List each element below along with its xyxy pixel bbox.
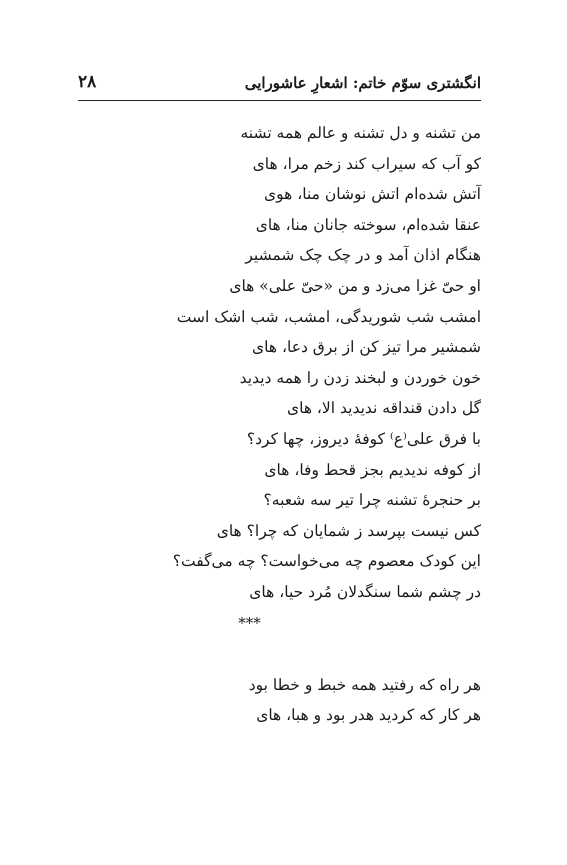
running-header — [78, 72, 481, 101]
page-number: ۲۸ — [78, 72, 97, 92]
verse-line: هر راه که رفتید همه خبط و خطا بود — [248, 675, 481, 694]
verse-line: کو آب که سیراب کند زخم مرا، های — [252, 154, 481, 173]
verse-line: از کوفه ندیدیم بجز قحط وفا، های — [264, 460, 481, 479]
verse-line: کس نیست بپرسد ز شمایان که چرا؟ های — [216, 521, 481, 540]
verse-line: امشب شب شوریدگی، امشب، شب اشک است — [176, 307, 481, 326]
verse-line: او حیّ غزا می‌زد و من «حیّ علی» های — [229, 276, 481, 295]
verse-line: با فرق علی⁽ع⁾ کوفهٔ دیروز، چها کرد؟ — [246, 429, 481, 448]
running-title: انگشتری سوّم خاتم: اشعارِ عاشورایی — [244, 74, 481, 92]
stanza-gap — [78, 638, 481, 670]
verse-line: آتش شده‌ام اتش نوشان منا، هوی — [264, 185, 481, 204]
verse-line: بر حنجرهٔ تشنه چرا تیر سه شعبه؟ — [263, 491, 481, 510]
verse-line: هر کار که کردید هدر بود و هبا، های — [256, 706, 481, 725]
section-divider: *** — [238, 613, 261, 632]
verse-line: عنقا شده‌ام، سوخته جانان منا، های — [255, 215, 481, 234]
verse-line: در چشم شما سنگدلان مُرد حیا، های — [249, 582, 481, 601]
poem — [78, 118, 481, 731]
verse-line: گل دادن قنداقه ندیدید الا، های — [286, 399, 481, 418]
verse-line: خون خوردن و لبخند زدن را همه دیدید — [239, 368, 481, 387]
verse-line: این کودک معصوم چه می‌خواست؟ چه می‌گفت؟ — [172, 552, 481, 571]
verse-line: هنگام اذان آمد و در چک چک شمشیر — [245, 246, 481, 265]
verse-line: شمشیر مرا تیز کن از برق دعا، های — [252, 338, 481, 357]
verse-line: من تشنه و دل تشنه و عالم همه تشنه — [240, 124, 481, 142]
